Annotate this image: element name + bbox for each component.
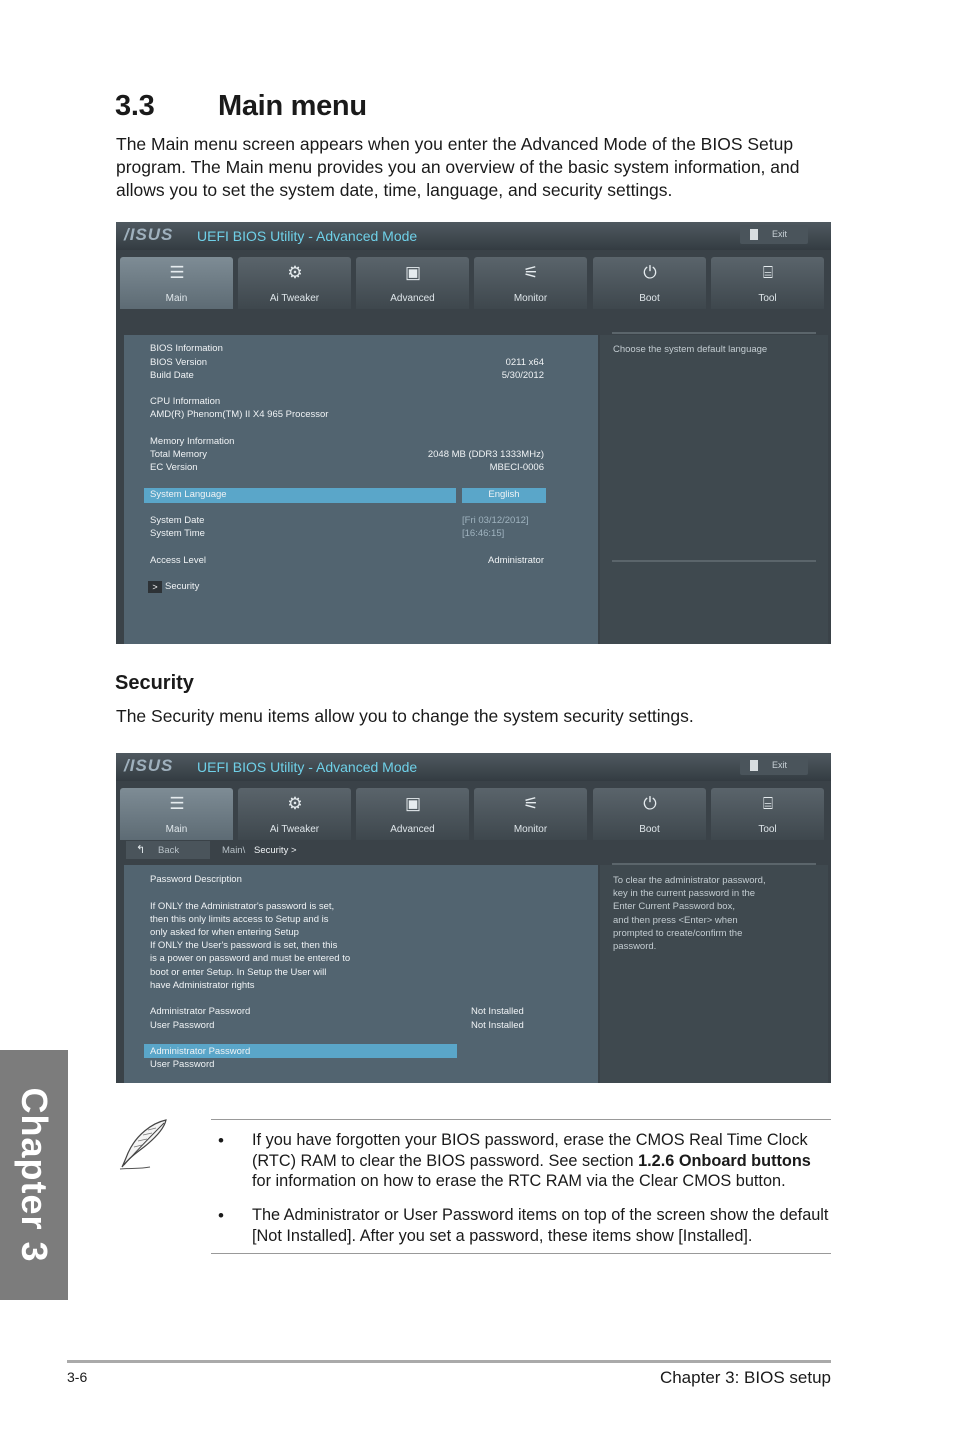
note-1 (252, 1130, 832, 1192)
help-line: password. (613, 941, 657, 953)
user-password-item[interactable]: User Password (150, 1059, 215, 1070)
footer-chapter-title: Chapter 3: BIOS setup (659, 1368, 831, 1387)
tab-label: Advanced (390, 824, 435, 835)
ec-version-label: EC Version (150, 462, 198, 473)
exit-button[interactable] (740, 225, 808, 244)
bios-title-bar (116, 753, 831, 781)
submenu-arrow-icon: > (148, 581, 162, 593)
exit-icon (750, 760, 758, 771)
tab-monitor[interactable] (474, 257, 587, 309)
desc-line: have Administrator rights (150, 980, 255, 991)
admin-password-status-value: Not Installed (471, 1006, 524, 1017)
divider (612, 560, 816, 562)
bios-info-heading: BIOS Information (150, 343, 223, 354)
help-line: key in the current password in the (613, 888, 756, 900)
note-bottom-rule (211, 1253, 831, 1254)
language-value: English (488, 489, 520, 500)
bullet: • (218, 1206, 224, 1225)
bios-tab-bar (120, 788, 828, 840)
list-icon: ☰ (169, 263, 185, 282)
page-number: 3-6 (67, 1369, 88, 1385)
tab-label: Main (165, 293, 188, 304)
help-line: To clear the administrator password, (613, 875, 766, 886)
ec-version-value: MBECI-0006 (489, 462, 544, 473)
tab-label: Advanced (390, 293, 435, 304)
bios-app-title: UEFI BIOS Utility - Advanced Mode (197, 228, 418, 244)
user-password-status-label: User Password (150, 1020, 215, 1031)
tab-ai-tweaker[interactable] (238, 788, 351, 840)
system-date-label: System Date (150, 515, 205, 526)
tab-label: Boot (639, 824, 660, 835)
note-1-text-end: for information on how to erase the RTC RAM via the Clear CMOS button. (252, 1172, 786, 1190)
tab-advanced[interactable] (356, 257, 469, 309)
list-icon: ☰ (169, 794, 185, 813)
power-icon: ⏻ (643, 263, 657, 282)
user-password-status-value: Not Installed (471, 1020, 524, 1031)
back-arrow-icon: ↰ (136, 844, 146, 856)
admin-password-status-label: Administrator Password (150, 1006, 251, 1017)
divider (612, 863, 816, 865)
tab-label: Tool (758, 293, 777, 304)
tab-tool[interactable] (711, 788, 824, 840)
desc-line: If ONLY the User's password is set, then this (150, 940, 338, 951)
bios-tab-bar (120, 257, 828, 309)
exit-button[interactable] (740, 756, 808, 775)
bullet: • (218, 1131, 224, 1150)
bios-version-value: 0211 x64 (505, 357, 544, 368)
exit-label: Exit (772, 229, 788, 239)
help-line: and then press <Enter> when (613, 914, 738, 926)
back-label: Back (158, 845, 180, 856)
security-heading: Security (115, 672, 194, 694)
system-date-field[interactable]: [Fri 03/12/2012] (462, 515, 529, 526)
security-submenu[interactable]: Security (165, 581, 200, 592)
desc-line: If ONLY the Administrator's password is set, (150, 901, 335, 912)
tab-boot[interactable] (593, 788, 706, 840)
desc-line: then this only limits access to Setup and is (150, 914, 329, 925)
intro-paragraph: The Main menu screen appears when you enter the Advanced Mode of the BIOS Setup program. The Main menu provides you an overview of the basic system information, and allows you to set the system date, time, language, and security settings. (116, 134, 800, 200)
tab-label: Tool (758, 824, 777, 835)
help-line: Enter Current Password box, (613, 901, 735, 913)
footer-rule (67, 1360, 831, 1363)
help-text (613, 874, 766, 953)
tab-label: Boot (639, 293, 660, 304)
system-time-field[interactable]: [16:46:15] (462, 528, 505, 539)
chapter-side-tab (0, 1050, 68, 1300)
bios-security-screenshot (116, 753, 831, 1083)
bios-main-screenshot (116, 222, 831, 644)
advanced-icon: ▣ (404, 794, 422, 813)
exit-icon (750, 229, 758, 240)
access-level-value: Administrator (488, 555, 544, 566)
system-language-label: System Language (150, 489, 227, 500)
monitor-icon: ⚟ (523, 794, 539, 813)
help-text: Choose the system default language (613, 344, 768, 355)
bios-version-label: BIOS Version (150, 357, 208, 368)
tweaker-icon: ⚙ (287, 263, 303, 282)
tab-label: Ai Tweaker (269, 824, 320, 835)
bios-app-title: UEFI BIOS Utility - Advanced Mode (197, 759, 418, 775)
total-memory-label: Total Memory (150, 449, 208, 460)
tool-icon: ⌸ (762, 794, 774, 813)
memory-info-heading: Memory Information (150, 436, 235, 447)
access-level-label: Access Level (150, 555, 206, 566)
tab-label: Ai Tweaker (269, 293, 320, 304)
cpu-info-heading: CPU Information (150, 396, 221, 407)
divider (612, 332, 816, 334)
cpu-name: AMD(R) Phenom(TM) II X4 965 Processor (150, 409, 329, 420)
security-intro: The Security menu items allow you to change the system security settings. (116, 706, 694, 726)
total-memory-value: 2048 MB (DDR3 1333MHz) (427, 449, 544, 460)
help-panel (600, 335, 828, 644)
desc-line: only asked for when entering Setup (150, 927, 299, 938)
note-2: The Administrator or User Password items on top of the screen show the default [Not Installed]. After you set a password, these items show [Installed]. (252, 1206, 829, 1245)
tweaker-icon: ⚙ (287, 794, 303, 813)
breadcrumb-current: Security > (254, 845, 297, 856)
feather-note-icon (114, 1117, 174, 1172)
back-button[interactable] (126, 841, 210, 859)
tab-label: Main (165, 824, 188, 835)
tab-label: Monitor (513, 824, 548, 835)
note-top-rule (211, 1119, 831, 1120)
build-date-label: Build Date (150, 370, 194, 381)
tab-main[interactable] (120, 257, 233, 309)
tool-icon: ⌸ (762, 263, 774, 282)
tab-monitor[interactable] (474, 788, 587, 840)
section-number: 3.3 (115, 90, 155, 122)
note-1-text: If you have forgotten your BIOS password, erase the CMOS Real Time Clock (RTC) RAM to clear the BIOS password. See section (252, 1131, 808, 1170)
tab-label: Monitor (513, 293, 548, 304)
exit-label: Exit (772, 760, 788, 770)
tab-ai-tweaker[interactable] (238, 257, 351, 309)
chapter-tab-label: Chapter 3 (14, 1087, 55, 1263)
desc-line: is a power on password and must be entered to (150, 953, 351, 964)
asus-logo: /ISUS (124, 756, 174, 775)
help-line: prompted to create/confirm the (613, 927, 743, 939)
desc-line: boot or enter Setup. In Setup the User will (150, 967, 327, 978)
section-title (115, 90, 367, 123)
tab-boot[interactable] (593, 257, 706, 309)
password-description-heading: Password Description (150, 874, 242, 885)
tab-advanced[interactable] (356, 788, 469, 840)
bios-title-bar (116, 222, 831, 250)
tab-main[interactable] (120, 788, 233, 840)
monitor-icon: ⚟ (523, 263, 539, 282)
tab-tool[interactable] (711, 257, 824, 309)
section-name: Main menu (218, 90, 367, 122)
asus-logo: /ISUS (124, 225, 174, 244)
advanced-icon: ▣ (404, 263, 422, 282)
build-date-value: 5/30/2012 (501, 370, 544, 381)
power-icon: ⏻ (643, 794, 657, 813)
section-reference: 1.2.6 Onboard buttons (638, 1151, 811, 1170)
breadcrumb-path[interactable]: Main\ (222, 845, 246, 856)
system-time-label: System Time (150, 528, 205, 539)
administrator-password-label: Administrator Password (150, 1046, 251, 1057)
